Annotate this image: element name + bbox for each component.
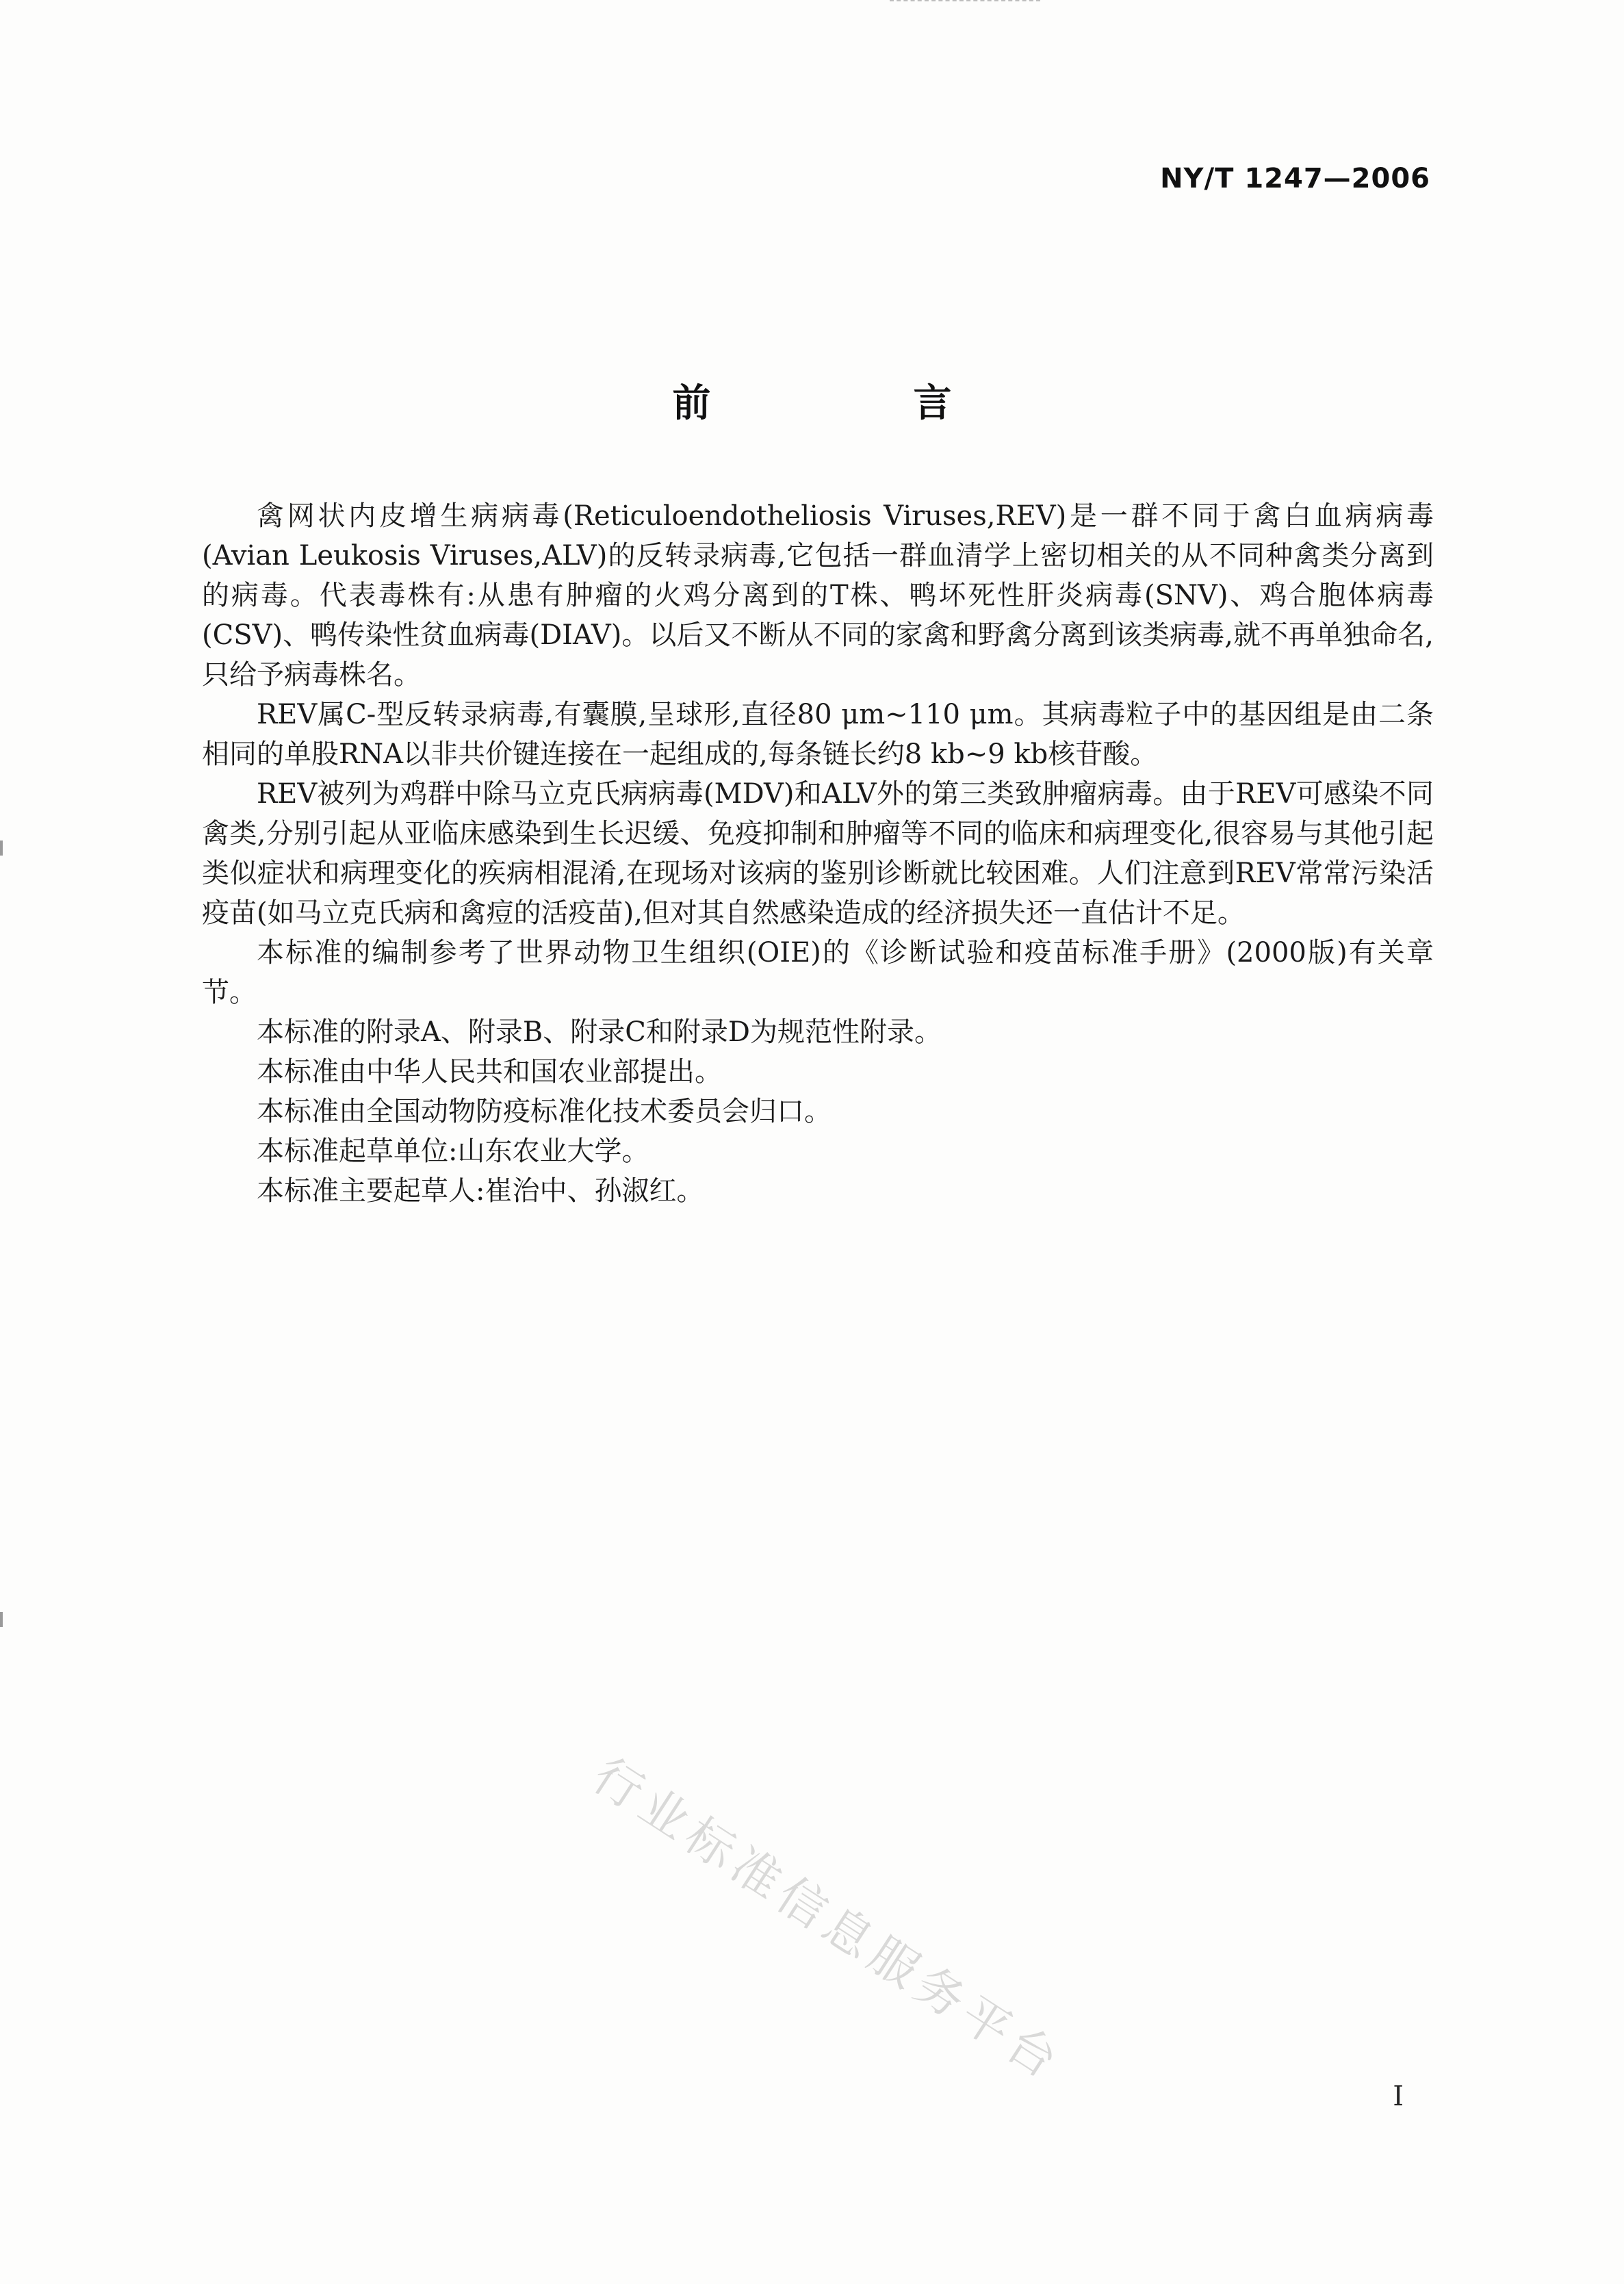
paragraph: 禽网状内皮增生病病毒(Reticuloendotheliosis Viruses,REV)是一群不同于禽白血病病毒(Avian Leukosis Viruses,ALV)的反转录病毒,它包括一群血清学上密切相关的从不同种禽类分离到的病毒。代表毒株有:从患有肿瘤的火鸡分离到的T株、鸭坏死性肝炎病毒(SNV)、鸡合胞体病毒(CSV)、鸭传染性贫血病毒(DIAV)。以后又不断从不同的家禽和野禽分离到该类病毒,就不再单独命名,只给予病毒株名。	[202, 500, 1434, 691]
scan-margin-tick	[0, 1612, 3, 1627]
paragraph: 本标准的编制参考了世界动物卫生组织(OIE)的《诊断试验和疫苗标准手册》(2000版)有关章节。	[202, 937, 1434, 1008]
foreword-body	[202, 496, 1434, 1211]
page-number: I	[1393, 2081, 1404, 2112]
paragraph: 本标准主要起草人:崔治中、孙淑红。	[257, 1175, 704, 1207]
paragraph: 本标准起草单位:山东农业大学。	[257, 1135, 649, 1167]
paragraph: REV被列为鸡群中除马立克氏病病毒(MDV)和ALV外的第三类致肿瘤病毒。由于REV可感染不同禽类,分别引起从亚临床感染到生长迟缓、免疫抑制和肿瘤等不同的临床和病理变化,很容易与其他引起类似症状和病理变化的疾病相混淆,在现场对该病的鉴别诊断就比较困难。人们注意到REV常常污染活疫苗(如马立克氏病和禽痘的活疫苗),但对其自然感染造成的经济损失还一直估计不足。	[202, 778, 1434, 929]
paragraph: REV属C-型反转录病毒,有囊膜,呈球形,直径80 μm~110 μm。其病毒粒子中的基因组是由二条相同的单股RNA以非共价键连接在一起组成的,每条链长约8 kb~9 kb核苷酸。	[202, 699, 1434, 770]
paragraph: 本标准由全国动物防疫标准化技术委员会归口。	[257, 1096, 832, 1127]
standard-code: NY/T 1247—2006	[1160, 163, 1430, 194]
scan-edge-mark	[890, 0, 1040, 4]
scan-margin-tick	[0, 841, 3, 856]
page-title: 前 言	[672, 381, 1034, 426]
paragraph: 本标准由中华人民共和国农业部提出。	[257, 1056, 722, 1088]
paragraph: 本标准的附录A、附录B、附录C和附录D为规范性附录。	[257, 1016, 942, 1048]
watermark: 行业标准信息服务平台	[583, 1747, 1073, 2093]
